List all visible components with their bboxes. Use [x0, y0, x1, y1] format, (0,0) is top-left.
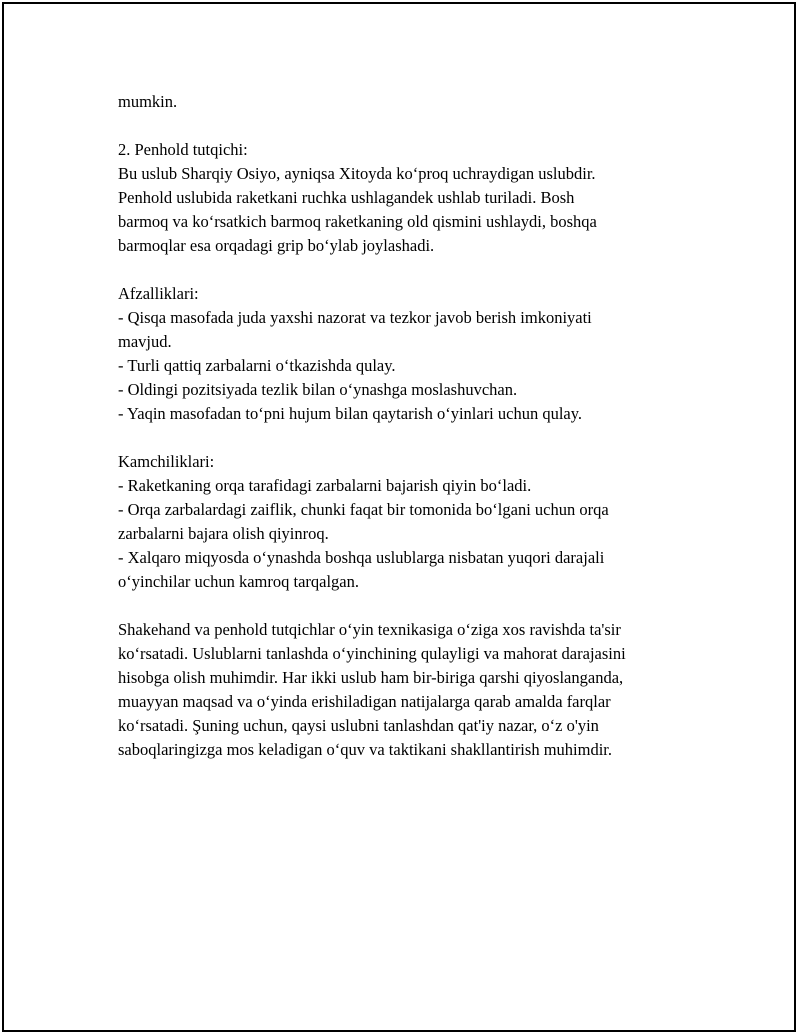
penhold-section — [118, 138, 698, 258]
paragraph-gap — [118, 114, 698, 138]
penhold-line: barmoqlar esa orqadagi grip bo‘ylab joylashadi. — [118, 236, 435, 255]
advantages-heading: Afzalliklari: — [118, 284, 199, 303]
paragraph-gap — [118, 594, 698, 618]
disadvantages-line: - Orqa zarbalardagi zaiflik, chunki faqat bir tomonida bo‘lgani uchun orqa — [118, 500, 609, 519]
conclusion-line: ko‘rsatadi. Şuning uchun, qaysi uslubni tanlashdan qat'iy nazar, o‘z o'yin — [118, 716, 599, 735]
conclusion-line: hisobga olish muhimdir. Har ikki uslub ham bir-biriga qarshi qiyoslanganda, — [118, 668, 624, 687]
disadvantages-line: - Raketkaning orqa tarafidagi zarbalarni bajarish qiyin bo‘ladi. — [118, 476, 532, 495]
conclusion-paragraph — [118, 618, 698, 762]
advantages-section — [118, 282, 698, 426]
penhold-line: barmoq va ko‘rsatkich barmoq raketkaning old qismini ushlaydi, boshqa — [118, 212, 597, 231]
advantages-line: - Qisqa masofada juda yaxshi nazorat va tezkor javob berish imkoniyati — [118, 308, 592, 327]
advantages-line: mavjud. — [118, 332, 172, 351]
disadvantages-line: o‘yinchilar uchun kamroq tarqalgan. — [118, 572, 359, 591]
conclusion-line: saboqlaringizga mos keladigan o‘quv va taktikani shakllantirish muhimdir. — [118, 740, 612, 759]
conclusion-line: Shakehand va penhold tutqichlar o‘yin texnikasiga o‘ziga xos ravishda ta'sir — [118, 620, 621, 639]
advantages-line: - Oldingi pozitsiyada tezlik bilan o‘ynashga moslashuvchan. — [118, 380, 518, 399]
paragraph-gap — [118, 258, 698, 282]
advantages-line: - Turli qattiq zarbalarni o‘tkazishda qulay. — [118, 356, 396, 375]
paragraph-gap — [118, 426, 698, 450]
penhold-line: Penhold uslubida raketkani ruchka ushlagandek ushlab turiladi. Bosh — [118, 188, 575, 207]
document-body — [118, 90, 698, 762]
conclusion-line: ko‘rsatadi. Uslublarni tanlashda o‘yinchining qulayligi va mahorat darajasini — [118, 644, 626, 663]
disadvantages-line: - Xalqaro miqyosda o‘ynashda boshqa uslublarga nisbatan yuqori darajali — [118, 548, 605, 567]
penhold-line: Bu uslub Sharqiy Osiyo, ayniqsa Xitoyda ko‘proq uchraydigan uslubdir. — [118, 164, 596, 183]
conclusion-line: muayyan maqsad va o‘yinda erishiladigan natijalarga qarab amalda farqlar — [118, 692, 611, 711]
disadvantages-line: zarbalarni bajara olish qiyinroq. — [118, 524, 329, 543]
intro-continuation-line: mumkin. — [118, 92, 178, 111]
disadvantages-heading: Kamchiliklari: — [118, 452, 215, 471]
disadvantages-section — [118, 450, 698, 594]
penhold-heading: 2. Penhold tutqichi: — [118, 140, 248, 159]
advantages-line: - Yaqin masofadan to‘pni hujum bilan qaytarish o‘yinlari uchun qulay. — [118, 404, 583, 423]
